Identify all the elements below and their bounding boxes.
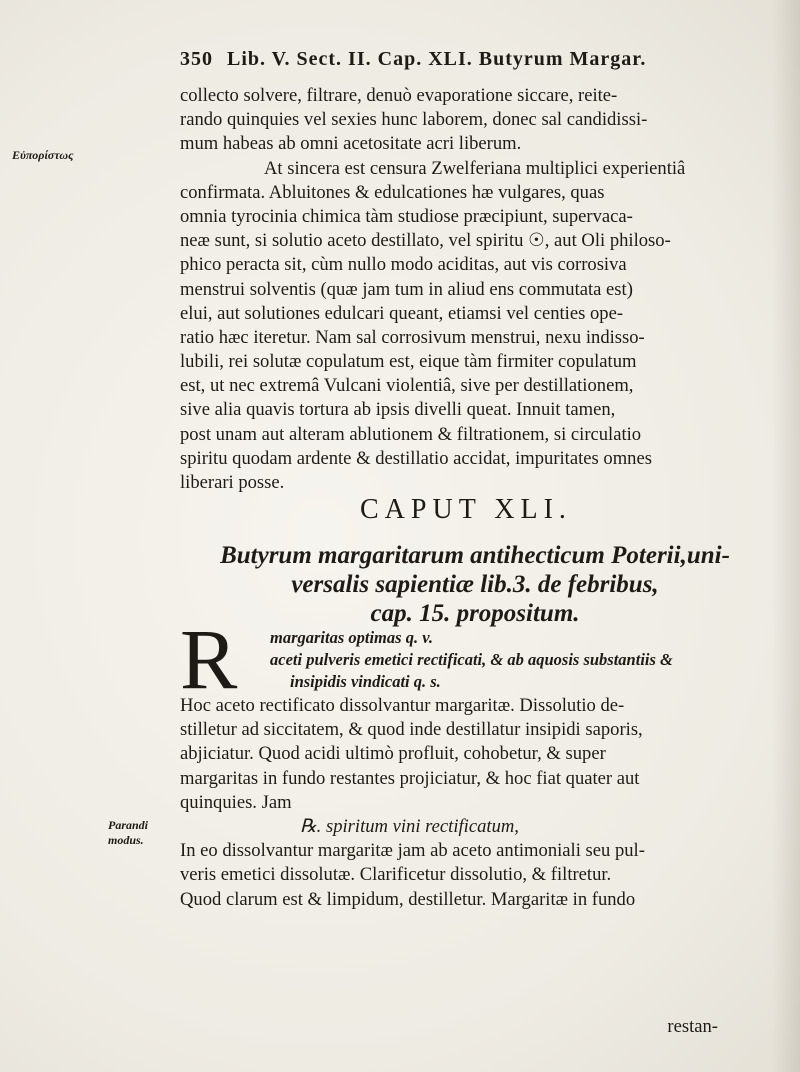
running-head-text: Lib. V. Sect. II. Cap. XLI. Butyrum Margar. (227, 48, 647, 70)
text-line: collecto solvere, filtrare, denuò evaporatione siccare, reite- (180, 85, 618, 106)
text-line: In eo dissolvantur margaritæ jam ab aceto antimoniali seu pul- (180, 840, 645, 862)
text-line: elui, aut solutiones edulcari queant, etiamsi vel centies ope- (180, 302, 624, 324)
drop-cap: R (180, 611, 238, 707)
running-head (180, 48, 646, 71)
margin-note-line: modus. (108, 833, 144, 847)
recipe-line: aceti pulveris emetici rectificati, & ab aquosis substantiis & (270, 650, 673, 669)
text-line: menstrui solventis (quæ jam tum in aliud ens commutata est) (180, 278, 633, 300)
text-line: Quod clarum est & limpidum, destilletur. Margaritæ in fundo (180, 888, 636, 910)
text-line: liberari posse. (180, 472, 285, 493)
text-line: abjiciatur. Quod acidi ultimò profluit, cohobetur, & super (180, 743, 606, 765)
text-line: veris emetici dissolutæ. Clarificetur dissolutio, & filtretur. (180, 864, 612, 886)
recipe-line: insipidis vindicati q. s. (290, 672, 441, 691)
margin-note-bottom (108, 818, 148, 848)
text-line: quinquies. Jam (180, 791, 292, 813)
text-line: ℞. spiritum vini rectificatum, (300, 815, 519, 837)
chapter-title-line-2: versalis sapientiæ lib.3. de febribus, (291, 571, 659, 598)
text-line: omnia tyrocinia chimica tàm studiose præcipiunt, supervaca- (180, 205, 633, 227)
text-line: mum habeas ab omni acetositate acri liberum. (180, 133, 522, 155)
page-number: 350 (180, 48, 213, 70)
text-line: ratio hæc iteretur. Nam sal corrosivum menstrui, nexu indisso- (180, 326, 645, 348)
margin-note-line: Parandi (108, 818, 149, 832)
text-line: phico peracta sit, cùm nullo modo aciditas, aut vis corrosiva (180, 254, 627, 276)
text-line: lubili, rei solutæ copulatum est, eique tàm firmiter copulatum (180, 351, 637, 373)
text-line: Hoc aceto rectificato dissolvantur margaritæ. Dissolutio de- (180, 695, 625, 716)
text-line: spiritu quodam ardente & destillatio accidat, impuritates omnes (180, 447, 652, 469)
catchword: restan- (667, 1016, 718, 1037)
paragraph-2 (180, 694, 792, 912)
paragraph-1 (180, 84, 792, 495)
chapter-heading: CAPUT XLI. (360, 494, 572, 525)
text-line: est, ut nec extremâ Vulcani violentiâ, sive per destillationem, (180, 375, 634, 397)
text-line: confirmata. Abluitones & edulcationes hæ vulgares, quas (180, 181, 605, 203)
text-line: At sincera est censura Zwelferiana multiplici experientiâ (264, 157, 686, 179)
text-line: rando quinquies vel sexies hunc laborem, donec sal candidissi- (180, 109, 648, 131)
chapter-title-line-1: Butyrum margaritarum antihecticum Poterii,uni- (220, 542, 730, 569)
text-line: neæ sunt, si solutio aceto destillato, vel spiritu ☉, aut Oli philoso- (180, 230, 671, 252)
recipe-line: margaritas optimas q. v. (270, 628, 434, 647)
text-line: margaritas in fundo restantes projiciatur, & hoc fiat quater aut (180, 767, 640, 789)
text-line: stilletur ad siccitatem, & quod inde destillatur insipidi saporis, (180, 719, 643, 741)
chapter-title-line-3: cap. 15. propositum. (370, 600, 580, 627)
text-line: post unam aut alteram ablutionem & filtrationem, si circulatio (180, 423, 642, 445)
text-line: sive alia quavis tortura ab ipsis divelli queat. Innuit tamen, (180, 399, 616, 421)
margin-note-top: Εὐπορίστως (12, 148, 74, 162)
